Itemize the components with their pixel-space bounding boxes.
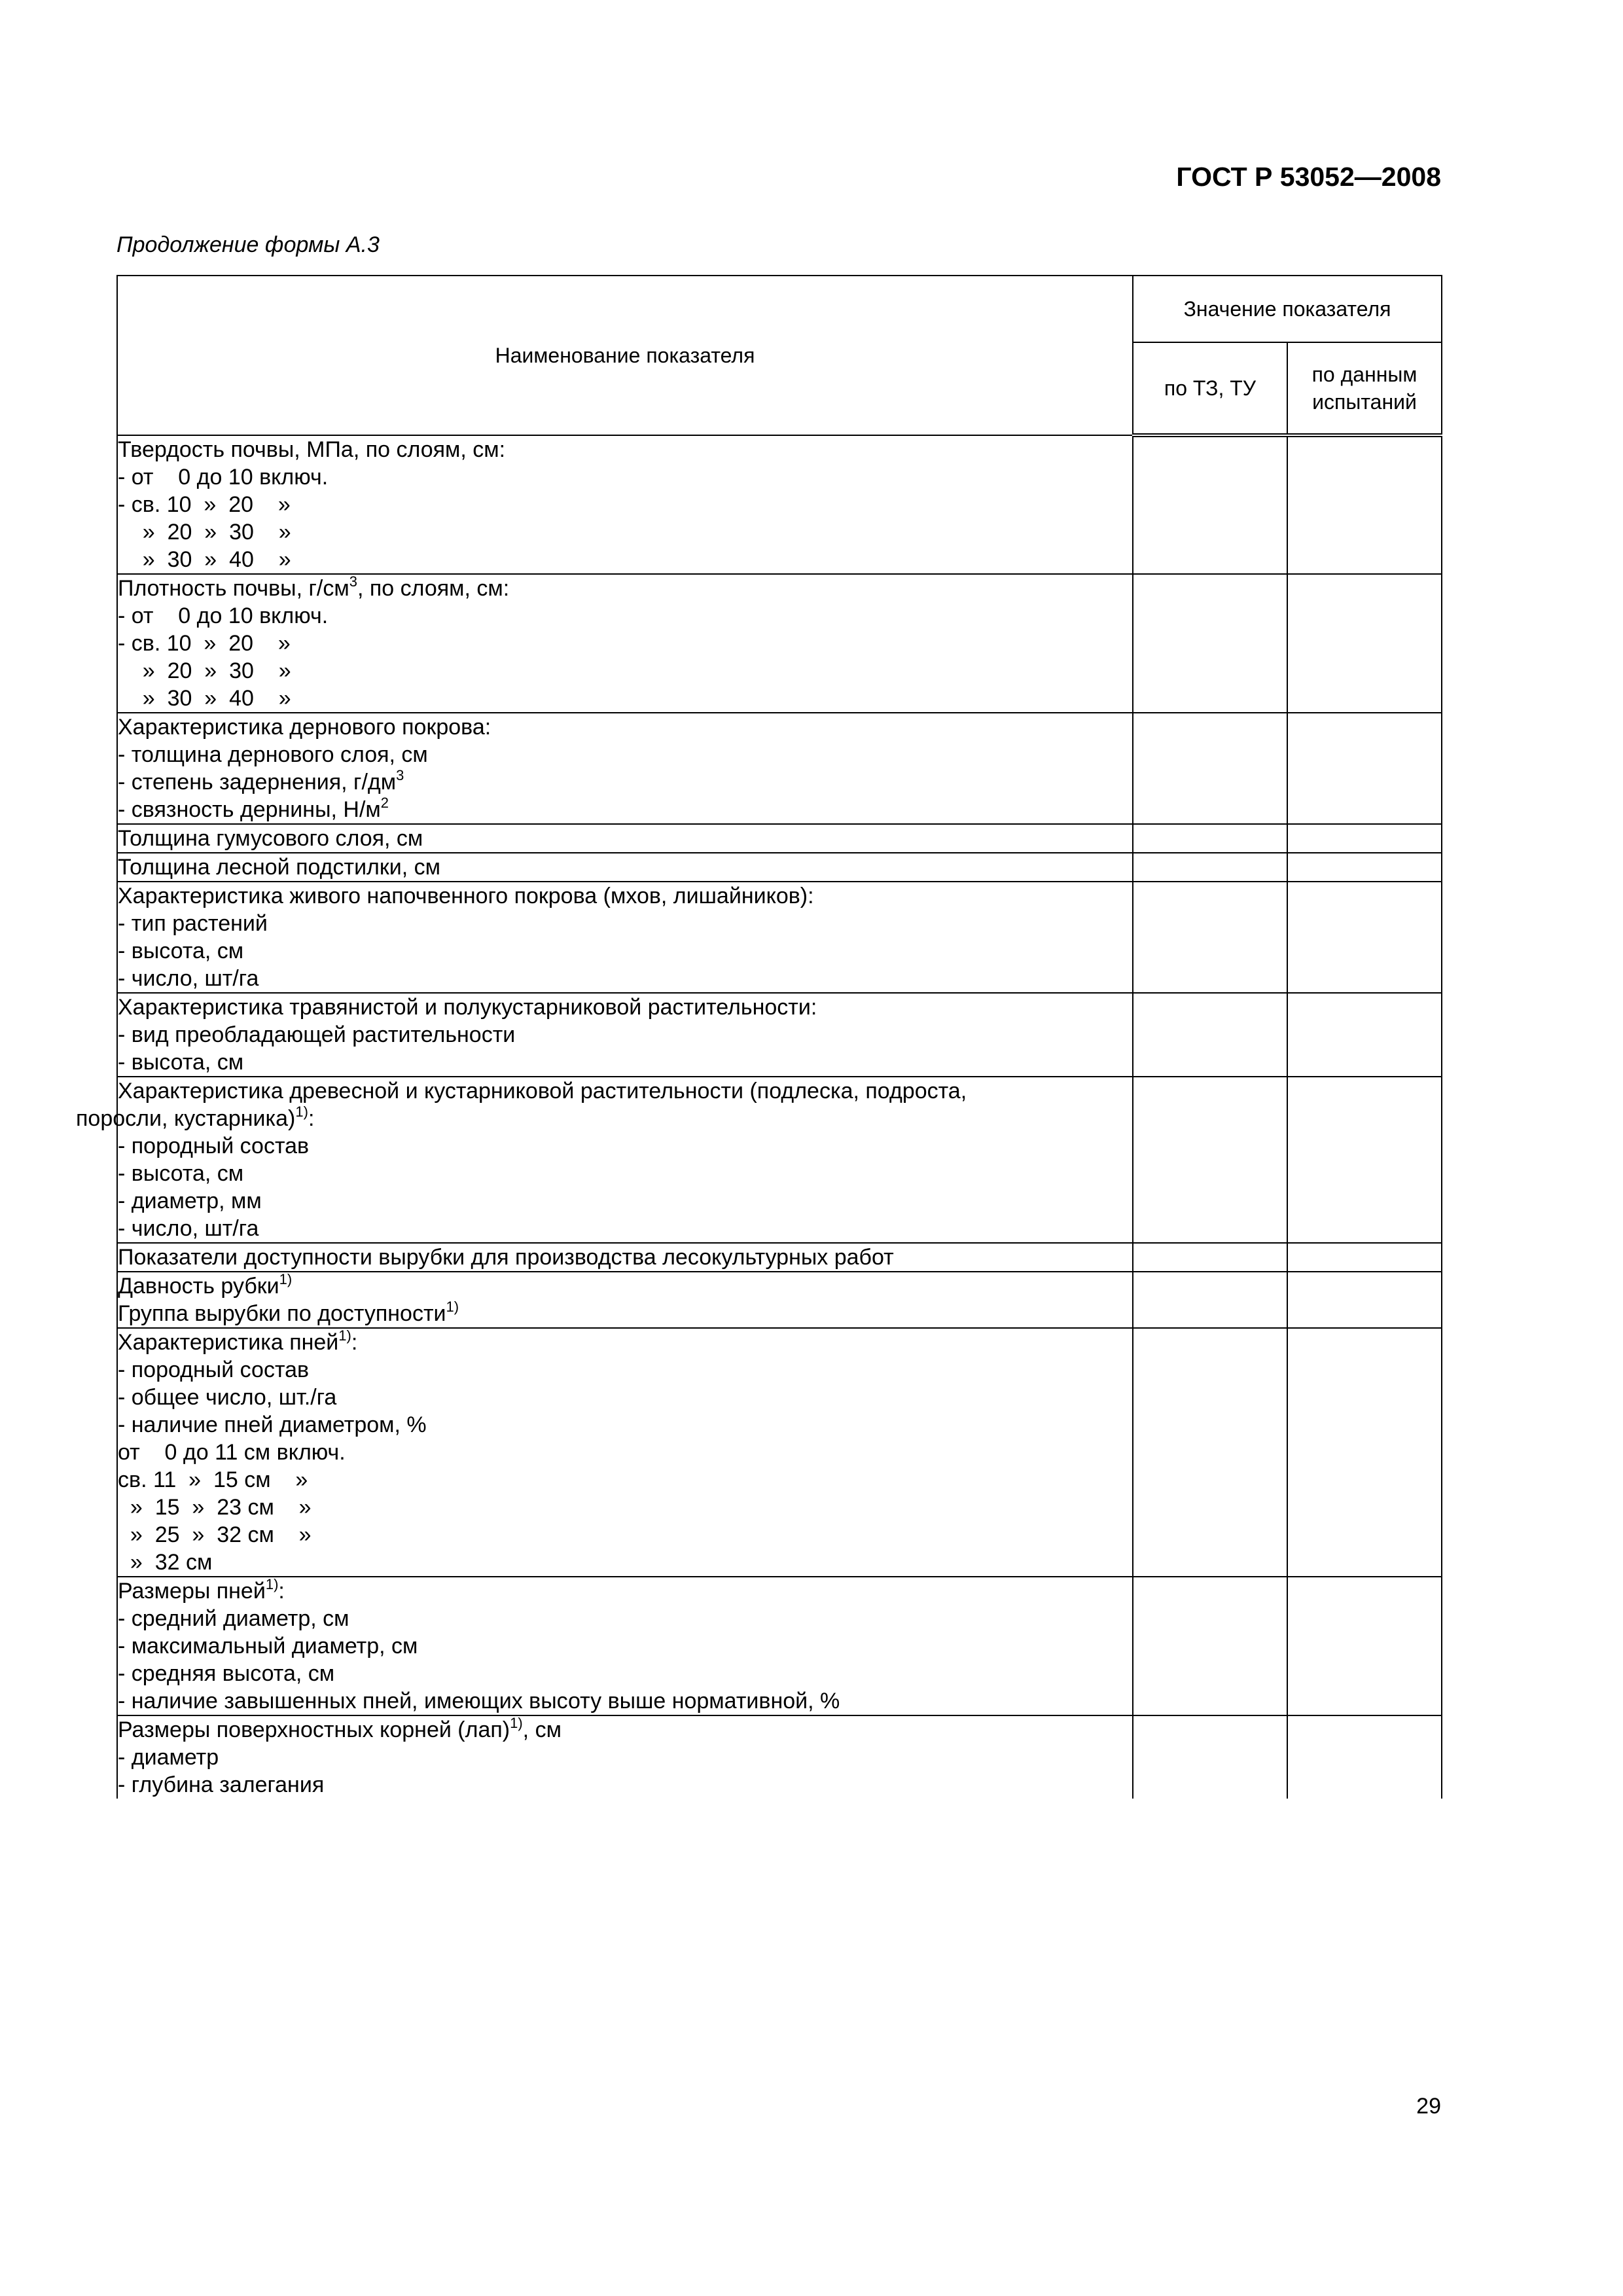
indicator-text: » 30 » 40 »	[118, 686, 291, 711]
test-value-cell[interactable]	[1287, 713, 1442, 824]
indicator-text: - средний диаметр, см	[118, 1606, 349, 1631]
indicator-text: - вид преобладающей растительности	[118, 1022, 516, 1047]
indicator-text-suffix: , по слоям, см:	[357, 576, 510, 601]
indicator-text: - св. 10 » 20 »	[118, 492, 291, 517]
superscript-note: 1)	[446, 1299, 459, 1315]
superscript-note: 1)	[295, 1103, 308, 1120]
indicator-line	[118, 630, 1132, 657]
spec-value-cell[interactable]	[1133, 713, 1287, 824]
indicator-line	[118, 1439, 1132, 1466]
indicator-text: Толщина гумусового слоя, см	[118, 826, 423, 851]
indicator-line	[118, 575, 1132, 602]
indicator-text: Характеристика травянистой и полукустарниковой растительности:	[118, 995, 817, 1020]
spec-value-cell[interactable]	[1133, 1077, 1287, 1243]
indicator-line	[118, 910, 1132, 937]
indicator-line	[118, 685, 1132, 712]
table-row	[117, 824, 1442, 853]
test-value-cell[interactable]	[1287, 1243, 1442, 1272]
table-row	[117, 1272, 1442, 1328]
indicator-text-suffix: :	[308, 1106, 315, 1131]
indicator-text: » 20 » 30 »	[118, 658, 291, 683]
indicator-line	[118, 1077, 1132, 1105]
indicator-name-cell	[117, 1272, 1133, 1328]
test-value-cell[interactable]	[1287, 882, 1442, 993]
superscript-note: 1)	[510, 1715, 523, 1731]
test-value-cell[interactable]	[1287, 993, 1442, 1077]
table-row	[117, 993, 1442, 1077]
column-header-indicator-value: Значение показателя	[1133, 276, 1442, 342]
indicator-text: - породный состав	[118, 1134, 310, 1158]
indicator-line	[118, 994, 1132, 1021]
indicator-text: Показатели доступности вырубки для производства лесокультурных работ	[118, 1245, 894, 1270]
spec-value-cell[interactable]	[1133, 824, 1287, 853]
test-value-cell[interactable]	[1287, 853, 1442, 882]
test-value-cell[interactable]	[1287, 824, 1442, 853]
indicator-text: - средняя высота, см	[118, 1661, 335, 1686]
page-number: 29	[1416, 2094, 1441, 2119]
indicator-text: св. 11 » 15 см »	[118, 1467, 308, 1492]
superscript-note: 1)	[265, 1576, 279, 1592]
indicator-line	[118, 657, 1132, 685]
indicator-line	[118, 1049, 1132, 1076]
superscript-note: 3	[349, 573, 357, 590]
table-row	[117, 1715, 1442, 1799]
indicator-name-cell	[117, 993, 1133, 1077]
indicator-line	[118, 518, 1132, 546]
indicator-line	[118, 1605, 1132, 1632]
indicator-text: - тип растений	[118, 911, 268, 936]
table-row	[117, 713, 1442, 824]
indicator-text-suffix: :	[351, 1330, 358, 1355]
indicator-name-cell	[76, 1077, 1133, 1243]
column-header-spec-value: по ТЗ, ТУ	[1133, 342, 1287, 435]
indicator-text: - диаметр	[118, 1745, 219, 1770]
indicator-line	[118, 1660, 1132, 1687]
test-value-cell[interactable]	[1287, 1077, 1442, 1243]
indicator-line	[118, 713, 1132, 741]
document-header: ГОСТ Р 53052—2008	[1176, 162, 1441, 192]
table-row	[117, 1328, 1442, 1577]
indicator-text: - общее число, шт./га	[118, 1385, 337, 1410]
indicator-text: - наличие завышенных пней, имеющих высоту выше нормативной, %	[118, 1689, 840, 1713]
indicator-text: Характеристика древесной и кустарниковой растительности (подлеска, подроста,	[118, 1079, 967, 1103]
spec-value-cell[interactable]	[1133, 882, 1287, 993]
indicator-line	[118, 1160, 1132, 1187]
test-value-cell[interactable]	[1287, 1272, 1442, 1328]
indicator-line	[118, 1466, 1132, 1494]
indicator-line	[118, 853, 1132, 881]
spec-value-cell[interactable]	[1133, 1715, 1287, 1799]
indicator-name-cell	[117, 1243, 1133, 1272]
indicator-line	[118, 965, 1132, 992]
indicator-text: - диаметр, мм	[118, 1189, 262, 1213]
indicator-line	[118, 1632, 1132, 1660]
indicator-text: - число, шт/га	[118, 966, 259, 991]
indicator-text: » 32 см	[118, 1550, 213, 1575]
indicator-text: - максимальный диаметр, см	[118, 1634, 418, 1659]
table-header-row	[117, 276, 1442, 342]
indicator-line	[118, 491, 1132, 518]
indicator-line	[118, 1329, 1132, 1356]
indicator-name-cell	[117, 1328, 1133, 1577]
table-row	[117, 1577, 1442, 1715]
indicator-name-cell	[117, 824, 1133, 853]
column-header-indicator-name: Наименование показателя	[117, 276, 1133, 435]
indicator-line	[118, 1215, 1132, 1242]
indicator-text: - связность дернины, Н/м	[118, 797, 381, 822]
indicator-text: Характеристика дернового покрова:	[118, 715, 491, 740]
column-header-test-value: по данным испытаний	[1287, 342, 1442, 435]
indicator-line	[118, 463, 1132, 491]
indicator-line	[118, 1272, 1132, 1300]
indicator-text: - наличие пней диаметром, %	[118, 1412, 427, 1437]
test-value-cell[interactable]	[1287, 1328, 1442, 1577]
indicator-line	[118, 1494, 1132, 1521]
superscript-note: 3	[396, 767, 404, 783]
spec-value-cell[interactable]	[1133, 993, 1287, 1077]
indicator-name-cell	[117, 435, 1133, 574]
indicator-line	[118, 1187, 1132, 1215]
form-caption: Продолжение формы А.3	[116, 232, 380, 257]
indicator-line	[118, 1384, 1132, 1411]
indicator-name-cell	[117, 1715, 1133, 1799]
indicator-text: - глубина залегания	[118, 1772, 325, 1797]
indicator-text: » 20 » 30 »	[118, 520, 291, 545]
spec-value-cell[interactable]	[1133, 574, 1287, 713]
indicator-text: » 25 » 32 см »	[118, 1522, 312, 1547]
table-body	[76, 435, 1442, 1799]
indicator-line	[118, 768, 1132, 796]
indicator-text: » 30 » 40 »	[118, 547, 291, 572]
table-row	[117, 574, 1442, 713]
indicator-line	[118, 1132, 1132, 1160]
indicator-text-suffix: :	[278, 1579, 285, 1604]
indicator-line	[118, 1244, 1132, 1271]
table-row	[117, 1077, 1442, 1243]
indicator-line	[118, 546, 1132, 573]
indicator-line	[118, 1356, 1132, 1384]
indicator-line	[118, 741, 1132, 768]
indicator-line	[118, 1577, 1132, 1605]
indicator-text: - св. 10 » 20 »	[118, 631, 291, 656]
indicator-text: Толщина лесной подстилки, см	[118, 855, 441, 880]
superscript-note: 1)	[279, 1271, 293, 1287]
indicator-line	[118, 1744, 1132, 1771]
indicator-name-cell	[117, 713, 1133, 824]
indicator-text: Характеристика пней	[118, 1330, 339, 1355]
indicator-text: - высота, см	[118, 939, 244, 963]
indicator-text: - толщина дернового слоя, см	[118, 742, 428, 767]
test-value-cell[interactable]	[1287, 1577, 1442, 1715]
indicator-line	[118, 825, 1132, 852]
table-row	[117, 853, 1442, 882]
indicator-name-cell	[117, 1577, 1133, 1715]
indicator-name-cell	[117, 882, 1133, 993]
indicator-text: Плотность почвы, г/см	[118, 576, 349, 601]
indicator-text: от 0 до 11 см включ.	[118, 1440, 346, 1465]
test-value-cell[interactable]	[1287, 1715, 1442, 1799]
indicator-line	[118, 1021, 1132, 1049]
indicator-text: - от 0 до 10 включ.	[118, 465, 329, 490]
indicator-line	[118, 882, 1132, 910]
superscript-note: 1)	[338, 1327, 351, 1344]
indicator-line	[118, 1687, 1132, 1715]
spec-value-cell[interactable]	[1133, 435, 1287, 574]
indicator-text: Характеристика живого напочвенного покрова (мхов, лишайников):	[118, 884, 814, 908]
spec-value-cell[interactable]	[1133, 853, 1287, 882]
spec-value-cell[interactable]	[1133, 1328, 1287, 1577]
indicator-text: - от 0 до 10 включ.	[118, 603, 329, 628]
indicator-line	[118, 436, 1132, 463]
indicator-line	[118, 602, 1132, 630]
indicator-form-table	[76, 275, 1442, 1799]
test-value-cell[interactable]	[1287, 435, 1442, 574]
indicator-text: - высота, см	[118, 1050, 244, 1075]
indicator-text: поросли, кустарника)	[76, 1106, 296, 1131]
test-value-cell[interactable]	[1287, 574, 1442, 713]
indicator-line	[118, 1521, 1132, 1549]
indicator-line	[118, 937, 1132, 965]
indicator-line	[118, 1411, 1132, 1439]
indicator-text: Твердость почвы, МПа, по слоям, см:	[118, 437, 506, 462]
spec-value-cell[interactable]	[1133, 1577, 1287, 1715]
indicator-text: - степень задернения, г/дм	[118, 770, 397, 795]
indicator-text: Давность рубки	[118, 1274, 279, 1299]
indicator-text: Размеры пней	[118, 1579, 266, 1604]
table-row	[117, 435, 1442, 574]
indicator-name-cell	[117, 853, 1133, 882]
indicator-text: » 15 » 23 см »	[118, 1495, 312, 1520]
indicator-line	[118, 1716, 1132, 1744]
indicator-line	[118, 1771, 1132, 1799]
indicator-text: - число, шт/га	[118, 1216, 259, 1241]
indicator-text: - высота, см	[118, 1161, 244, 1186]
superscript-note: 2	[380, 795, 389, 811]
indicator-text: Группа вырубки по доступности	[118, 1301, 446, 1326]
indicator-text: - породный состав	[118, 1357, 310, 1382]
table-row	[117, 882, 1442, 993]
indicator-line	[118, 1300, 1132, 1327]
indicator-text-suffix: , см	[522, 1717, 562, 1742]
indicator-line	[76, 1105, 1132, 1132]
indicator-line	[118, 796, 1132, 823]
spec-value-cell[interactable]	[1133, 1272, 1287, 1328]
indicator-text: Размеры поверхностных корней (лап)	[118, 1717, 510, 1742]
spec-value-cell[interactable]	[1133, 1243, 1287, 1272]
table-row	[117, 1243, 1442, 1272]
indicator-line	[118, 1549, 1132, 1576]
indicator-name-cell	[117, 574, 1133, 713]
